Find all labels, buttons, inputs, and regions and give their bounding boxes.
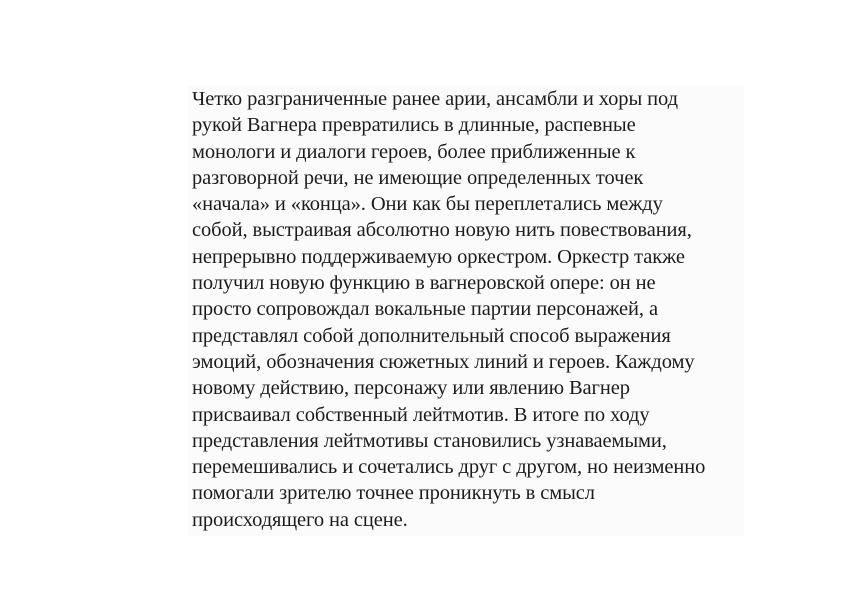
text-line: эмоций, обозначения сюжетных линий и героев. Каждому: [192, 350, 695, 373]
text-line: «начала» и «конца». Они как бы переплетались между: [192, 193, 663, 216]
text-line: Четко разграниченные ранее арии, ансамбли и хоры под: [192, 88, 678, 110]
text-line: монологи и диалоги героев, более приближенные к: [192, 140, 636, 163]
text-line: непрерывно поддерживаемую оркестром. Оркестр также: [192, 245, 685, 268]
text-line: помогали зрителю точнее проникнуть в смысл: [192, 482, 595, 505]
text-line: просто сопровождал вокальные партии персонажей, а: [192, 298, 658, 321]
text-line: рукой Вагнера превратились в длинные, распевные: [192, 114, 636, 137]
text-line: представлял собой дополнительный способ выражения: [192, 324, 671, 347]
text-line: собой, выстраивая абсолютно новую нить повествования,: [192, 219, 692, 242]
text-line: присваивал собственный лейтмотив. В итоге по ходу: [192, 403, 650, 426]
text-block: [188, 86, 744, 536]
text-line: новому действию, персонажу или явлению Вагнер: [192, 377, 630, 400]
text-line: разговорной речи, не имеющие определенных точек: [192, 166, 644, 189]
text-line: представления лейтмотивы становились узнаваемыми,: [192, 429, 667, 452]
text-line: происходящего на сцене.: [192, 508, 408, 531]
text-line: перемешивались и сочетались друг с другом, но неизменно: [192, 456, 706, 479]
text-line: получил новую функцию в вагнеровской опере: он не: [192, 272, 656, 295]
